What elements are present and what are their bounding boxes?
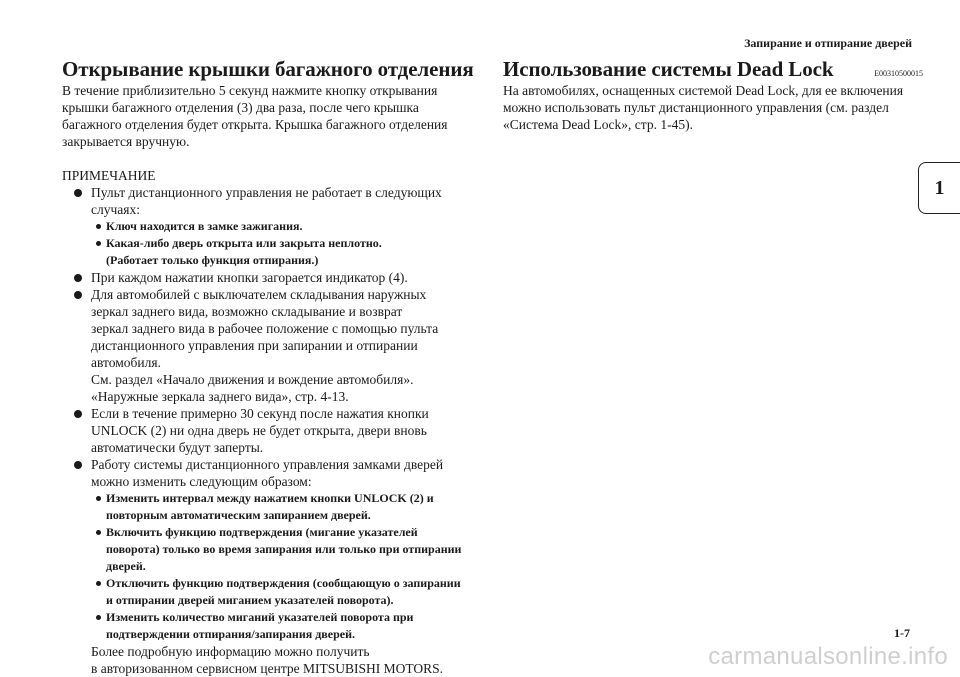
text-line: (Работает только функция отпирания.) (106, 253, 319, 267)
text-line: багажного отделения будет открыта. Крышка багажного отделения (62, 117, 448, 132)
note-title: ПРИМЕЧАНИЕ (62, 168, 156, 183)
sub-item (91, 609, 477, 643)
text-line: и отпирании дверей миганием указателей поворота). (106, 593, 394, 607)
text-line: Более подробную информацию можно получить (91, 644, 370, 659)
text-line: зеркал заднего вида в рабочее положение с помощью пульта (91, 321, 439, 336)
text-line: поворота) только во время запирания или только при отпирании (106, 542, 462, 556)
text-line: См. раздел «Начало движения и вождение автомобиля». (91, 372, 414, 387)
note-list (62, 184, 477, 643)
section-heading-dead-lock: Использование системы Dead Lock (503, 57, 834, 81)
text-line: Пульт дистанционного управления не работает в следующих (91, 185, 442, 200)
text-line: можно изменить следующим образом: (91, 474, 312, 489)
left-column (62, 57, 477, 677)
text-line: Какая-либо дверь открыта или закрыта неплотно. (106, 236, 382, 250)
heading-row (503, 57, 923, 82)
sub-item (91, 218, 477, 235)
running-header: Запирание и отпирание дверей (744, 36, 912, 50)
right-column (503, 57, 923, 133)
note-item (62, 456, 477, 643)
note-item (62, 184, 477, 269)
text-line: Отключить функцию подтверждения (сообщающую о запирании (106, 576, 461, 590)
note-item (62, 405, 477, 456)
sub-item (91, 490, 477, 524)
chapter-tab: 1 (918, 162, 960, 214)
text-line: UNLOCK (2) ни одна дверь не будет открыта, двери вновь (91, 423, 427, 438)
text-line: зеркал заднего вида, возможно складывание и возврат (91, 304, 403, 319)
text-line: дверей. (106, 559, 146, 573)
text-line: При каждом нажатии кнопки загорается индикатор (4). (91, 270, 408, 285)
text-line: Ключ находится в замке зажигания. (106, 219, 303, 233)
sub-list (91, 218, 477, 269)
intro-paragraph (62, 82, 477, 150)
sub-list (91, 490, 477, 643)
text-line: «Система Dead Lock», стр. 1-45). (503, 117, 693, 132)
text-line: можно использовать пульт дистанционного управления (см. раздел (503, 100, 889, 115)
section-heading-trunk: Открывание крышки багажного отделения (62, 57, 474, 81)
text-line: Для автомобилей с выключателем складывания наружных (91, 287, 427, 302)
text-line: Изменить количество миганий указателей поворота при (106, 610, 414, 624)
text-line: автомобиля. (91, 355, 161, 370)
text-line: крышки багажного отделения (3) два раза, после чего крышка (62, 100, 419, 115)
page-number: 1-7 (894, 626, 910, 640)
text-line: В течение приблизительно 5 секунд нажмите кнопку открывания (62, 83, 438, 98)
text-line: случаях: (91, 202, 140, 217)
section-code: E00310500015 (874, 69, 923, 78)
text-line: Работу системы дистанционного управления замками дверей (91, 457, 444, 472)
contact-note (62, 643, 477, 677)
text-line: автоматически будут заперты. (91, 440, 264, 455)
text-line: На автомобилях, оснащенных системой Dead Lock, для ее включения (503, 83, 904, 98)
text-line: дистанционного управления при запирании и отпирании (91, 338, 418, 353)
text-line: Изменить интервал между нажатием кнопки UNLOCK (2) и (106, 491, 434, 505)
sub-item (91, 235, 477, 269)
note-item (62, 286, 477, 405)
text-line: Если в течение примерно 30 секунд после нажатия кнопки (91, 406, 429, 421)
note-item (62, 269, 477, 286)
sub-item (91, 524, 477, 575)
text-line: в авторизованном сервисном центре MITSUBISHI MOTORS. (91, 661, 444, 676)
text-line: повторным автоматическим запиранием дверей. (106, 508, 371, 522)
dead-lock-paragraph (503, 82, 923, 133)
text-line: закрывается вручную. (62, 134, 190, 149)
text-line: «Наружные зеркала заднего вида», стр. 4-13. (91, 389, 349, 404)
text-line: подтверждении отпирания/запирания дверей. (106, 627, 356, 641)
watermark: carmanualsonline.info (708, 643, 948, 670)
sub-item (91, 575, 477, 609)
text-line: Включить функцию подтверждения (мигание указателей (106, 525, 418, 539)
